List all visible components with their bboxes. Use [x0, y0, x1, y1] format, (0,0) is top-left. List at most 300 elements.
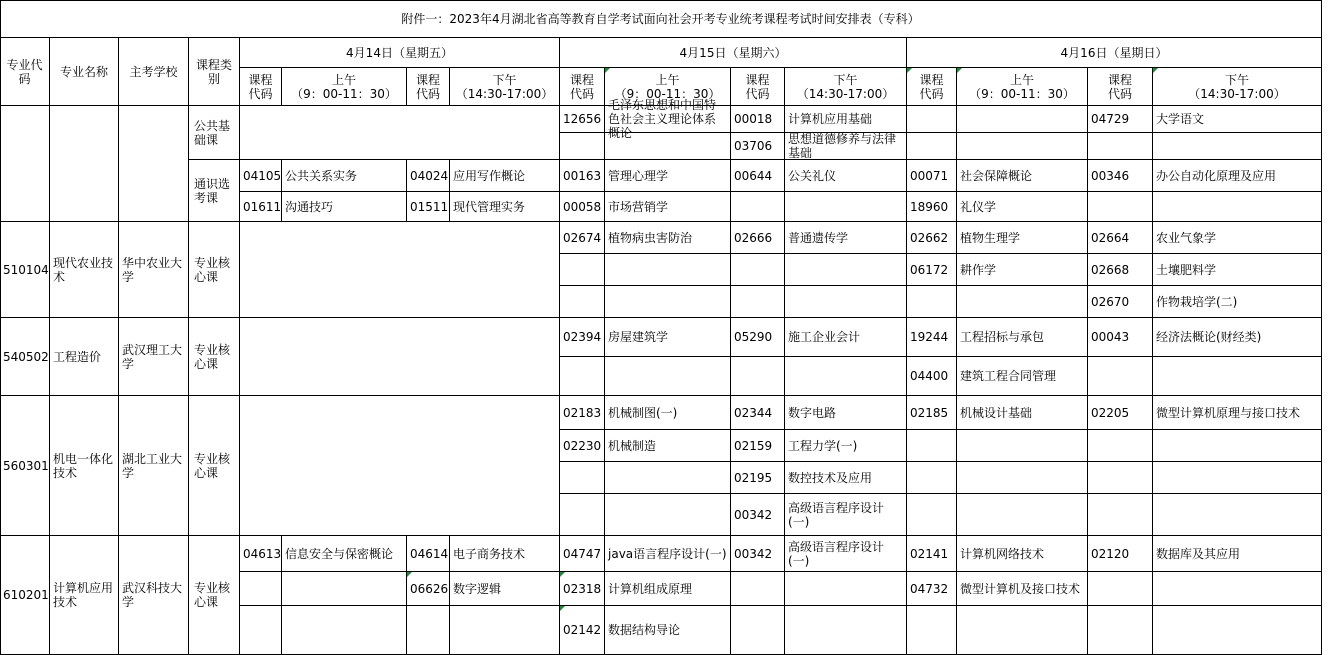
header-morning-line: （9：00-11：30）	[291, 86, 397, 101]
course-name	[1153, 606, 1322, 655]
course-code	[1088, 222, 1153, 254]
course-code-text: 02195	[734, 470, 773, 485]
header-morning-line: （9：00-11：30）	[614, 86, 721, 101]
course-code-text: 00346	[1091, 168, 1130, 183]
course-name	[282, 192, 407, 222]
course-category-text: 通识选考课	[194, 176, 231, 205]
course-name	[785, 222, 907, 254]
header-day-2	[560, 38, 907, 68]
header-major-name-text: 专业名称	[59, 64, 108, 79]
course-code	[731, 572, 785, 606]
course-name	[785, 430, 907, 462]
course-name	[605, 133, 731, 160]
course-name	[605, 462, 731, 494]
course-code	[1088, 357, 1153, 396]
empty-cell	[240, 106, 560, 160]
course-name	[785, 133, 907, 160]
course-name	[1153, 572, 1322, 606]
header-afternoon-line: 下午	[492, 72, 517, 87]
major-code-text: 610201	[3, 588, 49, 602]
course-code-text: 03706	[734, 139, 773, 153]
course-category	[189, 536, 240, 655]
course-code	[731, 318, 785, 357]
course-name	[1153, 133, 1322, 160]
course-category	[189, 318, 240, 396]
course-name-text: 数字逻辑	[453, 581, 502, 596]
course-name	[957, 396, 1088, 430]
course-name	[957, 133, 1088, 160]
header-morning-line: （9：00-11：30）	[969, 86, 1075, 101]
major-code-text: 560301	[3, 458, 49, 473]
course-code	[907, 572, 957, 606]
course-code-text: 02344	[734, 405, 773, 420]
school-name-text: 湖北工业大学	[122, 451, 183, 480]
course-code	[907, 106, 957, 133]
course-name-text: 耕作学	[960, 262, 997, 277]
header-morning-line: 上午	[331, 72, 356, 87]
course-name-text: 经济法概论(财经类)	[1156, 330, 1262, 344]
course-code-text: 06626	[410, 581, 449, 596]
course-name-text: 高级语言程序设计(一)	[788, 500, 885, 529]
course-code	[407, 572, 450, 606]
course-code	[240, 606, 282, 655]
course-category-text: 专业核心课	[194, 255, 231, 284]
course-name	[605, 606, 731, 655]
course-code	[731, 494, 785, 536]
course-name-text: 公共关系实务	[285, 168, 358, 183]
course-name-text: 机械设计基础	[960, 405, 1033, 420]
course-code	[240, 536, 282, 572]
course-name-text: 大学语文	[1156, 112, 1205, 126]
course-code-text: 02230	[563, 438, 602, 453]
course-code	[907, 192, 957, 222]
course-code-text: 00163	[563, 168, 602, 183]
course-code	[560, 606, 605, 655]
course-code	[560, 396, 605, 430]
course-name-text: 房屋建筑学	[608, 330, 669, 344]
course-name	[957, 222, 1088, 254]
course-name-text: 数字电路	[788, 405, 837, 420]
header-afternoon-line: 下午	[1224, 72, 1249, 87]
course-name	[282, 606, 407, 655]
course-category	[189, 396, 240, 536]
course-code-text: 02159	[734, 438, 773, 453]
header-school	[119, 38, 189, 106]
major-code	[0, 396, 50, 536]
course-name-text: 机械制造	[608, 438, 657, 453]
course-code-text: 02318	[563, 581, 602, 596]
major-code	[0, 318, 50, 396]
header-major-name	[50, 38, 119, 106]
course-name	[957, 606, 1088, 655]
course-name	[605, 254, 731, 286]
course-code	[731, 133, 785, 160]
course-code	[731, 536, 785, 572]
course-code	[907, 536, 957, 572]
course-name	[605, 160, 731, 192]
course-name	[1153, 160, 1322, 192]
table-title-text: 附件一：2023年4月湖北省高等教育自学考试面向社会开考专业统考课程考试时间安排表（专科）	[401, 11, 920, 26]
course-name	[1153, 286, 1322, 318]
course-name	[282, 536, 407, 572]
header-afternoon	[450, 68, 560, 106]
header-day-3-text: 4月16日（星期日）	[1060, 45, 1168, 60]
course-name	[785, 357, 907, 396]
course-code	[1088, 286, 1153, 318]
course-code	[560, 462, 605, 494]
course-code-text: 00018	[734, 112, 773, 126]
course-name	[1153, 536, 1322, 572]
course-name	[785, 106, 907, 133]
header-morning	[282, 68, 407, 106]
course-code	[731, 430, 785, 462]
course-code	[731, 222, 785, 254]
header-course-code	[907, 68, 957, 106]
empty-cell	[240, 222, 560, 318]
course-code	[731, 160, 785, 192]
course-code-text: 02662	[910, 230, 949, 245]
course-name-text: 农业气象学	[1156, 230, 1217, 245]
course-code-text: 04732	[910, 581, 949, 596]
course-code	[560, 192, 605, 222]
course-code	[907, 286, 957, 318]
course-code	[560, 106, 605, 133]
course-code	[407, 192, 450, 222]
major-name	[50, 318, 119, 396]
course-code	[907, 430, 957, 462]
course-code-text: 02670	[1091, 294, 1130, 309]
course-name	[1153, 494, 1322, 536]
course-code	[907, 606, 957, 655]
course-code-text: 04614	[410, 546, 449, 561]
major-name	[50, 536, 119, 655]
header-course-code-text: 课程代码	[919, 72, 944, 101]
course-category-text: 专业核心课	[194, 342, 231, 371]
course-name	[785, 160, 907, 192]
course-name-text: 社会保障概论	[960, 168, 1033, 183]
course-name	[785, 494, 907, 536]
course-name	[785, 396, 907, 430]
major-name-text: 工程造价	[53, 349, 102, 364]
course-name	[1153, 430, 1322, 462]
header-course-code	[1088, 68, 1153, 106]
course-code	[240, 572, 282, 606]
header-course-code-text: 课程代码	[1107, 72, 1132, 101]
header-course-type-text: 课程类别	[196, 57, 233, 86]
course-name-text: 机械制图(一)	[608, 405, 678, 420]
course-code-text: 02141	[910, 546, 949, 561]
course-code	[1088, 192, 1153, 222]
course-name-text: 办公自动化原理及应用	[1156, 168, 1277, 183]
course-name	[1153, 106, 1322, 133]
course-code	[907, 396, 957, 430]
header-afternoon-line: 下午	[833, 72, 858, 87]
course-name	[605, 430, 731, 462]
course-name	[957, 572, 1088, 606]
course-name-text: java语言程序设计(一)	[608, 546, 727, 561]
course-name	[957, 494, 1088, 536]
course-code-text: 02120	[1091, 546, 1130, 561]
header-course-code	[560, 68, 605, 106]
course-name-text: 高级语言程序设计(一)	[788, 539, 885, 568]
course-name	[282, 572, 407, 606]
header-major-code	[0, 38, 50, 106]
course-name	[957, 318, 1088, 357]
course-name-text: 普通遗传学	[788, 230, 849, 245]
course-name	[785, 318, 907, 357]
course-code	[560, 160, 605, 192]
course-code	[1088, 494, 1153, 536]
major-name-text: 机电一体化技术	[53, 451, 114, 480]
course-name-text: 计算机组成原理	[608, 581, 693, 596]
course-code	[407, 536, 450, 572]
course-name	[605, 192, 731, 222]
course-code-text: 04105	[243, 168, 282, 183]
course-code	[1088, 536, 1153, 572]
header-day-1	[240, 38, 560, 68]
course-name-text: 微型计算机及接口技术	[960, 581, 1081, 596]
header-major-code-line: 专业代码	[6, 57, 43, 86]
course-code-text: 00071	[910, 168, 949, 183]
course-name	[785, 536, 907, 572]
header-course-code-text: 课程代码	[415, 72, 440, 101]
header-morning-line: 上午	[655, 72, 680, 87]
course-code-text: 06172	[910, 262, 949, 277]
course-code-text: 02183	[563, 405, 602, 420]
course-code-text: 18960	[910, 199, 949, 214]
course-name-text: 数据库及其应用	[1156, 546, 1241, 561]
course-name	[1153, 192, 1322, 222]
course-code	[731, 192, 785, 222]
course-name-text: 应用写作概论	[453, 168, 526, 183]
course-code	[407, 606, 450, 655]
course-name	[605, 536, 731, 572]
course-name-text: 微型计算机原理与接口技术	[1156, 405, 1301, 420]
course-code-text: 12656	[563, 112, 602, 126]
header-course-type	[189, 38, 240, 106]
major-name	[50, 106, 119, 222]
course-name	[1153, 396, 1322, 430]
course-name	[957, 536, 1088, 572]
course-name	[282, 160, 407, 192]
course-code	[560, 536, 605, 572]
course-name-text: 建筑工程合同管理	[960, 369, 1057, 383]
course-name	[785, 254, 907, 286]
course-code	[240, 160, 282, 192]
course-code-text: 00058	[563, 199, 602, 214]
major-name-text: 现代农业技术	[53, 255, 114, 284]
course-name-text: 公关礼仪	[788, 168, 837, 183]
course-code	[1088, 396, 1153, 430]
course-name-text: 沟通技巧	[285, 199, 334, 214]
course-name	[1153, 462, 1322, 494]
header-morning-line: 上午	[1009, 72, 1034, 87]
course-code	[907, 133, 957, 160]
course-code	[560, 318, 605, 357]
course-category-text: 专业核心课	[194, 581, 231, 609]
school-name	[119, 106, 189, 222]
header-afternoon	[1153, 68, 1322, 106]
major-code	[0, 222, 50, 318]
course-code	[1088, 133, 1153, 160]
course-name	[1153, 318, 1322, 357]
school-name	[119, 536, 189, 655]
course-name-text: 土壤肥料学	[1156, 262, 1217, 277]
course-code	[731, 286, 785, 318]
course-name	[605, 357, 731, 396]
course-name	[450, 536, 560, 572]
school-name-text: 武汉科技大学	[122, 581, 183, 609]
course-code	[1088, 160, 1153, 192]
course-name	[1153, 357, 1322, 396]
course-name-text: 计算机网络技术	[960, 546, 1045, 561]
course-code-text: 02394	[563, 330, 602, 344]
course-name-text: 现代管理实务	[453, 199, 526, 214]
header-afternoon-line: （14:30-17:00）	[455, 86, 554, 101]
school-name	[119, 222, 189, 318]
course-code-text: 01511	[410, 199, 449, 214]
course-name-text: 作物栽培学(二)	[1156, 294, 1238, 309]
course-name	[957, 106, 1088, 133]
course-name	[957, 160, 1088, 192]
course-name-text: 信息安全与保密概论	[285, 546, 394, 561]
course-name-text: 数据结构导论	[608, 623, 681, 637]
course-code	[1088, 318, 1153, 357]
course-code-text: 00644	[734, 168, 773, 183]
major-code	[0, 106, 50, 222]
school-name-text: 华中农业大学	[122, 255, 183, 284]
header-school-text: 主考学校	[129, 64, 178, 79]
course-name	[605, 396, 731, 430]
course-category	[189, 106, 240, 160]
course-code	[731, 254, 785, 286]
course-code	[1088, 572, 1153, 606]
course-code-text: 02185	[910, 405, 949, 420]
course-name	[957, 192, 1088, 222]
course-code-text: 05290	[734, 330, 773, 344]
major-code	[0, 536, 50, 655]
course-name-text: 管理心理学	[608, 168, 669, 183]
course-code	[907, 222, 957, 254]
header-course-code	[240, 68, 282, 106]
course-code	[560, 222, 605, 254]
course-code	[560, 430, 605, 462]
course-name-text: 数控技术及应用	[788, 470, 873, 485]
course-code	[907, 254, 957, 286]
course-name-text: 市场营销学	[608, 199, 669, 214]
header-day-3	[907, 38, 1322, 68]
course-name	[785, 192, 907, 222]
header-afternoon	[785, 68, 907, 106]
course-code-text: 01611	[243, 199, 282, 214]
course-code-text: 00043	[1091, 330, 1130, 344]
course-code	[1088, 462, 1153, 494]
major-code-text: 510104	[3, 262, 49, 277]
course-code-text: 04729	[1091, 112, 1130, 126]
course-name-text: 计算机应用基础	[788, 112, 873, 126]
header-morning	[957, 68, 1088, 106]
course-code-text: 02205	[1091, 405, 1130, 420]
course-name	[605, 222, 731, 254]
major-name	[50, 222, 119, 318]
course-name-text: 毛泽东思想和中国特色社会主义理论体系概论	[608, 98, 717, 140]
course-code	[560, 254, 605, 286]
course-code	[907, 160, 957, 192]
course-code	[907, 318, 957, 357]
course-code-text: 02666	[734, 230, 773, 245]
course-name	[605, 98, 731, 140]
course-name-text: 工程招标与承包	[960, 330, 1045, 344]
course-name	[957, 430, 1088, 462]
header-afternoon-line: （14:30-17:00）	[1188, 86, 1286, 101]
course-code	[907, 357, 957, 396]
course-name	[1153, 222, 1322, 254]
course-code	[240, 192, 282, 222]
header-course-code-text: 课程代码	[569, 72, 594, 101]
sheet-margin	[1322, 0, 1328, 655]
course-code-text: 04613	[243, 546, 282, 561]
course-name-text: 施工企业会计	[788, 330, 861, 344]
course-name-text: 植物病虫害防治	[608, 230, 693, 245]
course-name	[785, 572, 907, 606]
course-code	[907, 494, 957, 536]
course-code	[560, 357, 605, 396]
course-code-text: 04024	[410, 168, 449, 183]
course-code	[1088, 606, 1153, 655]
major-name-text: 计算机应用技术	[53, 581, 114, 609]
course-code	[560, 133, 605, 160]
empty-cell	[240, 318, 560, 396]
course-category-text: 公共基础课	[194, 118, 231, 147]
course-code	[560, 572, 605, 606]
header-day-2-text: 4月15日（星期六）	[679, 45, 787, 60]
course-code-text: 02668	[1091, 262, 1130, 277]
course-code	[731, 462, 785, 494]
course-name	[605, 572, 731, 606]
course-code-text: 02142	[563, 623, 602, 637]
course-category	[189, 222, 240, 318]
course-name-text: 电子商务技术	[453, 546, 526, 561]
course-name	[450, 606, 560, 655]
course-name	[450, 192, 560, 222]
header-course-code-text: 课程代码	[248, 72, 273, 101]
header-course-code	[731, 68, 785, 106]
course-code	[1088, 254, 1153, 286]
course-name	[957, 254, 1088, 286]
course-name	[785, 286, 907, 318]
course-code	[731, 606, 785, 655]
course-code-text: 02664	[1091, 230, 1130, 245]
course-name	[450, 160, 560, 192]
course-category-text: 专业核心课	[194, 451, 231, 480]
header-course-code	[407, 68, 450, 106]
major-code-text: 540502	[3, 349, 49, 364]
school-name	[119, 396, 189, 536]
course-name	[605, 494, 731, 536]
table-title	[0, 0, 1322, 38]
course-name	[785, 606, 907, 655]
course-code	[731, 357, 785, 396]
course-code-text: 19244	[910, 330, 949, 344]
course-category	[189, 160, 240, 222]
major-name	[50, 396, 119, 536]
course-name	[605, 318, 731, 357]
course-code	[560, 286, 605, 318]
course-code	[731, 106, 785, 133]
course-name-text: 礼仪学	[960, 199, 997, 214]
course-code	[407, 160, 450, 192]
course-code-text: 02674	[563, 230, 602, 245]
